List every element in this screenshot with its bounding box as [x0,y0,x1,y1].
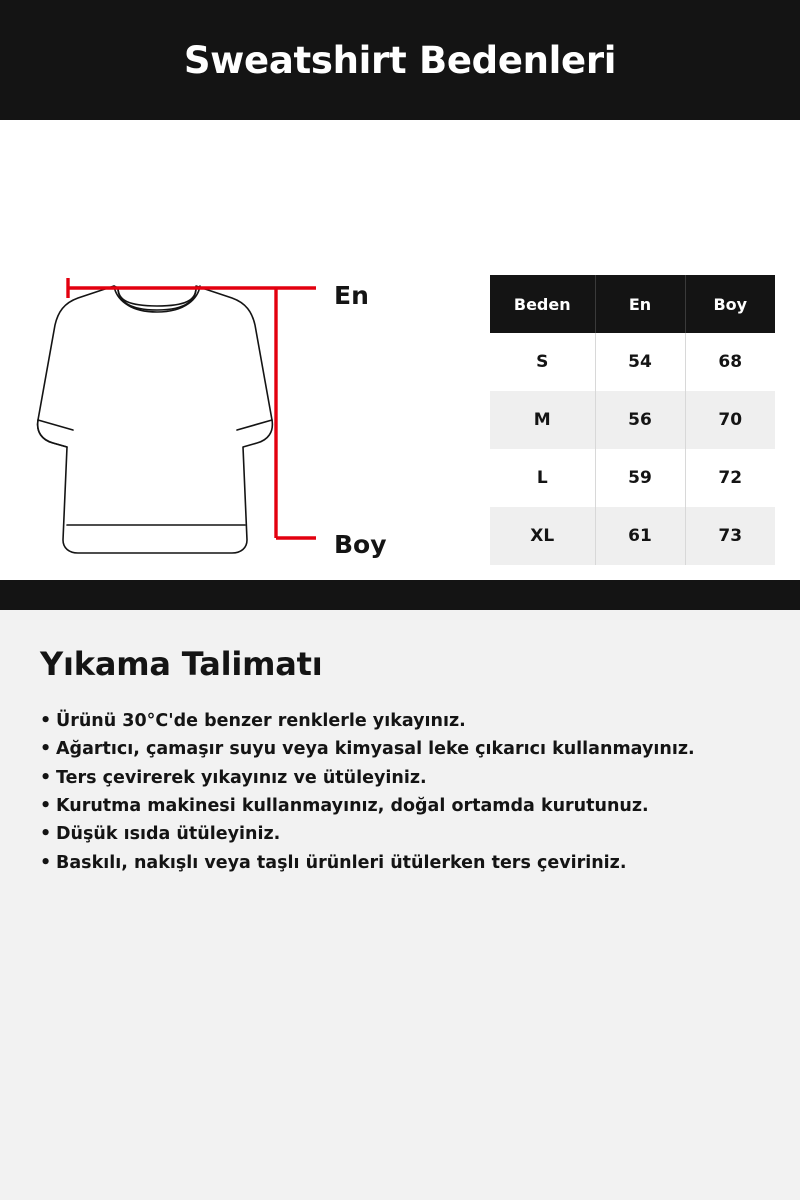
table-row [490,507,775,565]
list-item: • Kurutma makinesi kullanmayınız, doğal ortamda kurutunuz. [40,792,760,820]
section-divider [0,580,800,610]
label-boy: Boy [334,530,387,559]
cell-length: 68 [685,333,775,391]
cell-length: 70 [685,391,775,449]
cell-size: S [490,333,595,391]
wash-list [40,707,760,877]
cell-length: 73 [685,507,775,565]
cell-width: 59 [595,449,685,507]
table-row [490,449,775,507]
cell-length: 72 [685,449,775,507]
table-header-en: En [595,275,685,333]
table-header-beden: Beden [490,275,595,333]
cell-width: 61 [595,507,685,565]
measurement-section [0,120,800,580]
table-header-boy: Boy [685,275,775,333]
list-item: • Ağartıcı, çamaşır suyu veya kimyasal leke çıkarıcı kullanmayınız. [40,735,760,763]
wash-title: Yıkama Talimatı [40,645,323,683]
size-table [490,275,775,565]
list-item: • Baskılı, nakışlı veya taşlı ürünleri ütülerken ters çeviriniz. [40,849,760,877]
cell-size: XL [490,507,595,565]
table-header-row [490,275,775,333]
cell-size: M [490,391,595,449]
sweatshirt-diagram [0,120,430,559]
list-item: • Düşük ısıda ütüleyiniz. [40,820,760,848]
page-header [0,0,800,120]
wash-instructions-section [0,610,800,1200]
table-row [490,333,775,391]
list-item: • Ürünü 30°C'de benzer renklerle yıkayınız. [40,707,760,735]
page-title: Sweatshirt Bedenleri [183,38,617,82]
cell-size: L [490,449,595,507]
list-item: • Ters çevirerek yıkayınız ve ütüleyiniz. [40,764,760,792]
cell-width: 56 [595,391,685,449]
table-row [490,391,775,449]
label-en: En [334,281,369,310]
cell-width: 54 [595,333,685,391]
